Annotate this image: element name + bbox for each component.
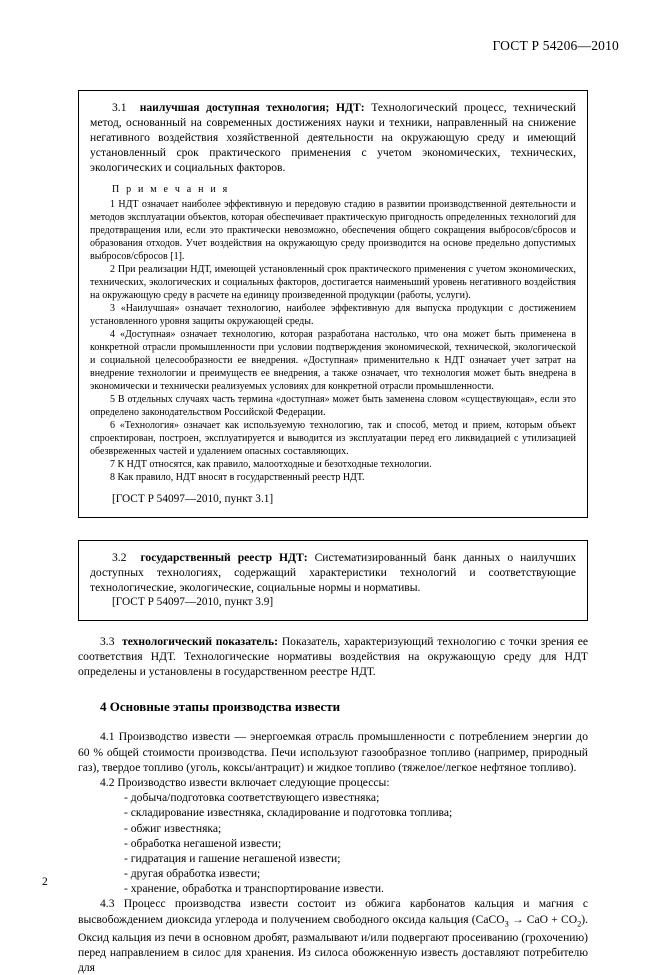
list-item: - добыча/подготовка соответствующего известняка; (124, 791, 380, 805)
term-number-3-1: 3.1 (112, 101, 127, 114)
term-number-3-2: 3.2 (112, 550, 127, 564)
note-item: 5 В отдельных случаях часть термина «доступная» может быть заменена словом «существующая», если это определено законодательством Российской Федерации. (90, 394, 576, 419)
paragraph-4-3-part3: ). Оксид кальция из печи в основном дробят, размалывают и/или подвергают просеиванию (грохочению) перед направлением в силос для хранения. Из силоса обожженную известь доставляют потребителю для (78, 912, 588, 975)
page-header: ГОСТ Р 54206—2010 (492, 38, 619, 53)
note-item: 3 «Наилучшая» означает технологию, наиболее эффективную для выпуска продукции с достижением установленного уровня защиты окружающей среды. (90, 303, 576, 328)
term-name-3-1: наилучшая доступная технология; НДТ: (139, 101, 365, 114)
paragraph-4-3-part1: 4.3 Процесс производства извести состоит из обжига карбонатов кальция и магния с высвобождением диоксида углерода и получением свободного оксида кальция (CaCO (78, 897, 588, 926)
note-item: 7 К НДТ относятся, как правило, малоотходные и безотходные технологии. (110, 459, 432, 471)
term-text-3-3: Показатель, характеризующий технологию с точки зрения ее соответствия НДТ. Технологические нормативы воздействия на окружающую среду для НДТ определены и установлены в государственном реестре НДТ. (78, 634, 588, 679)
term-name-3-3: технологический показатель: (122, 634, 279, 648)
list-item: - складирование известняка, складирование и подготовка топлива; (124, 806, 453, 820)
paragraph-4-3-part2: → CaO + CO (508, 912, 578, 926)
term-entry-3-3 (78, 634, 588, 680)
paragraph-4-1: 4.1 Производство извести — энергоемкая отрасль промышленности с потреблением энергии до 60 % общей стоимости производства. Печи используют газообразное топливо (например, природный газ), твердое топливо (уголь, коксы/антрацит) и жидкое топливо (тяжелое/легкое нефтяное топливо). (78, 730, 588, 774)
paragraph-4-2: 4.2 Производство извести включает следующие процессы: (100, 775, 390, 789)
list-item: - гидратация и гашение негашеной извести; (124, 851, 341, 865)
term-definition-3-2 (90, 550, 576, 595)
list-item: - обработка негашеной извести; (124, 836, 282, 850)
page-content (78, 90, 588, 975)
term-number-3-3: 3.3 (100, 634, 115, 648)
note-item: 1 НДТ означает наиболее эффективную и передовую стадию в развитии производственной деятельности и методов эксплуатации объектов, которая обеспечивает практическую пригодность определенных технологий для предотвращения или, если это практически невозможно, обеспечения общего сокращения выбросов/сбросов и образования отходов. Учет воздействия на окружающую среду производится на основе предельно допустимых выбросов/сбросов [1]. (90, 199, 576, 263)
source-reference-3-2: [ГОСТ Р 54097—2010, пункт 3.9] (112, 596, 274, 609)
source-reference-3-1: [ГОСТ Р 54097—2010, пункт 3.1] (112, 493, 274, 506)
list-item: - обжиг известняка; (124, 821, 222, 835)
note-item: 8 Как правило, НДТ вносят в государственный реестр НДТ. (110, 472, 365, 484)
term-name-3-2: государственный реестр НДТ: (140, 550, 308, 564)
section-heading-4: 4 Основные этапы производства извести (100, 699, 341, 715)
formula-subscript-co2: 2 (577, 918, 582, 928)
note-item: 2 При реализации НДТ, имеющей установленный срок практического применения с учетом экономических, технических, экологических и социальных факторов, достигается наименьший уровень негативного воздействия на окружающую среду в расчете на единицу произведенной продукции (работы, услуги). (90, 264, 576, 302)
term-entry-3-2 (78, 540, 588, 621)
term-definition-3-1 (90, 100, 576, 175)
formula-subscript-caco3: 3 (504, 918, 509, 928)
term-text-3-2: Систематизированный банк данных о наилучших доступных технологиях, содержащий характеристики технологий и соответствующие технологические, экологические, социальные нормы и нормативы. (90, 550, 577, 595)
term-entry-3-1 (78, 90, 588, 518)
list-item: - хранение, обработка и транспортирование извести. (124, 882, 384, 896)
spacer (78, 518, 588, 540)
page-number: 2 (42, 876, 48, 888)
notes-heading-3-1: П р и м е ч а н и я (112, 184, 230, 196)
term-text-3-1: Технологический процесс, технический метод, основанный на современных достижениях науки и техники, направленный на снижение негативного воздействия хозяйственной деятельности на окружающую среду и имеющий установленный срок практического применения с учетом экономических, технических, экологических и социальных факторов. (90, 101, 576, 175)
note-item: 6 «Технология» означает как используемую технологию, так и способ, метод и прием, которым объект спроектирован, построен, эксплуатируется и выводится из эксплуатации перед его ликвидацией с утилизацией обезвреженных частей и удалением опасных составляющих. (90, 420, 576, 458)
note-item: 4 «Доступная» означает технологию, которая разработана настолько, что она может быть применена в конкретной отрасли промышленности при условии подтверждения экономической, технической, экологической и социальной целесообразности ее внедрения. «Доступная» применительно к НДТ означает учет затрат на внедрение технологии и преимуществ ее внедрения, а также означает, что технология может быть внедрена в экономически и технически реализуемых условиях для конкретной отрасли промышленности. (90, 329, 576, 393)
list-item: - другая обработка извести; (124, 867, 261, 881)
